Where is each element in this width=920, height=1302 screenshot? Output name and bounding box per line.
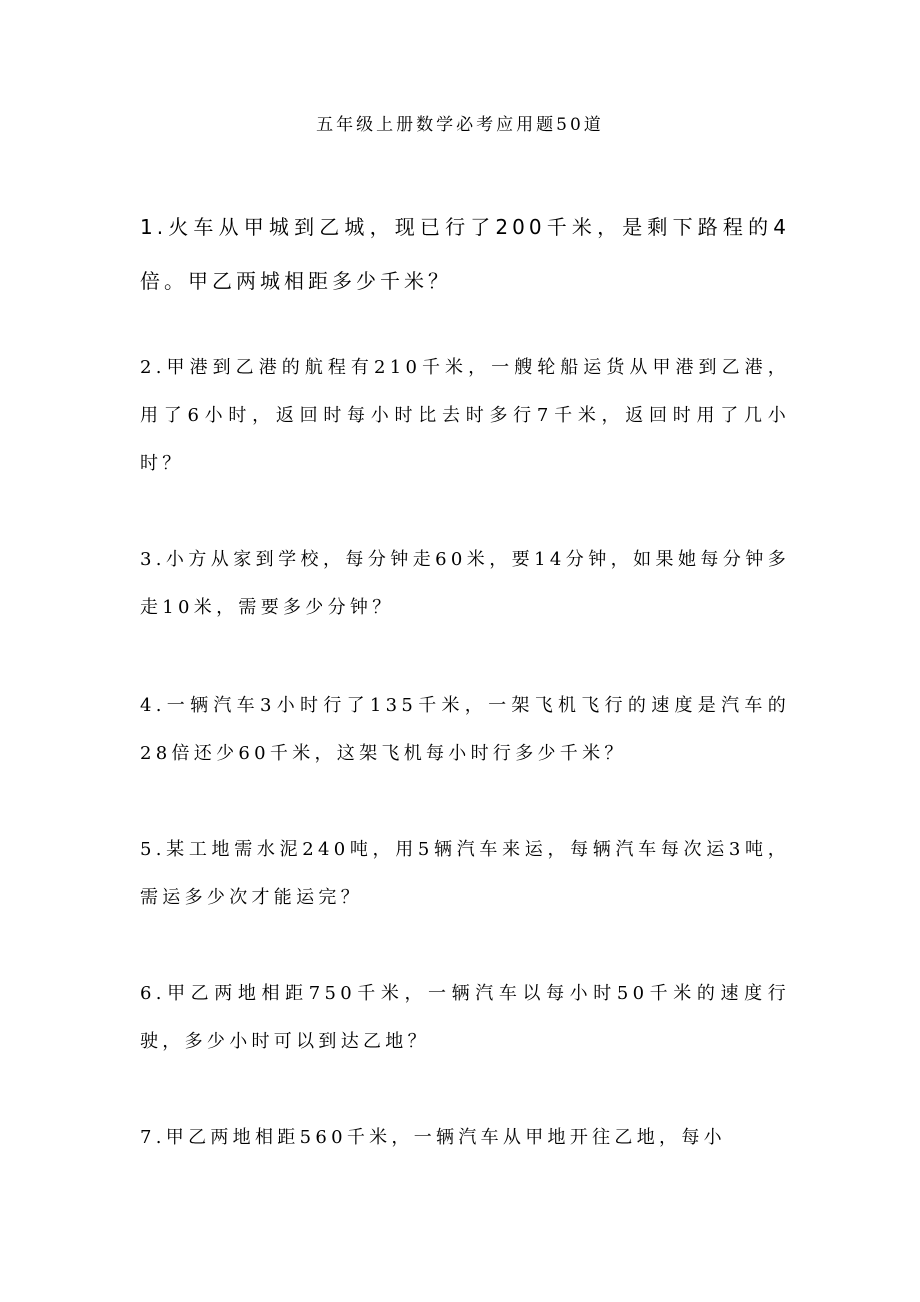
question-4: 4.一辆汽车3小时行了135千米，一架飞机飞行的速度是汽车的28倍还少60千米，这架飞机每小时行多少千米？ [140, 695, 790, 764]
document-title: 五年级上册数学必考应用题50道 [316, 115, 604, 135]
question-6: 6.甲乙两地相距750千米，一辆汽车以每小时50千米的速度行驶，多少小时可以到达乙地？ [140, 983, 790, 1052]
question-3: 3.小方从家到学校，每分钟走60米，要14分钟，如果她每分钟多走10米，需要多少分钟？ [140, 549, 790, 618]
question-5: 5.某工地需水泥240吨，用5辆汽车来运，每辆汽车每次运3吨，需运多少次才能运完？ [140, 839, 790, 908]
question-2: 2.甲港到乙港的航程有210千米，一艘轮船运货从甲港到乙港，用了6小时，返回时每小时比去时多行7千米，返回时用了几小时？ [140, 357, 790, 474]
question-1: 1.火车从甲城到乙城，现已行了200千米，是剩下路程的4倍。甲乙两城相距多少千米？ [140, 215, 790, 293]
question-7: 7.甲乙两地相距560千米，一辆汽车从甲地开往乙地，每小 [140, 1127, 726, 1148]
